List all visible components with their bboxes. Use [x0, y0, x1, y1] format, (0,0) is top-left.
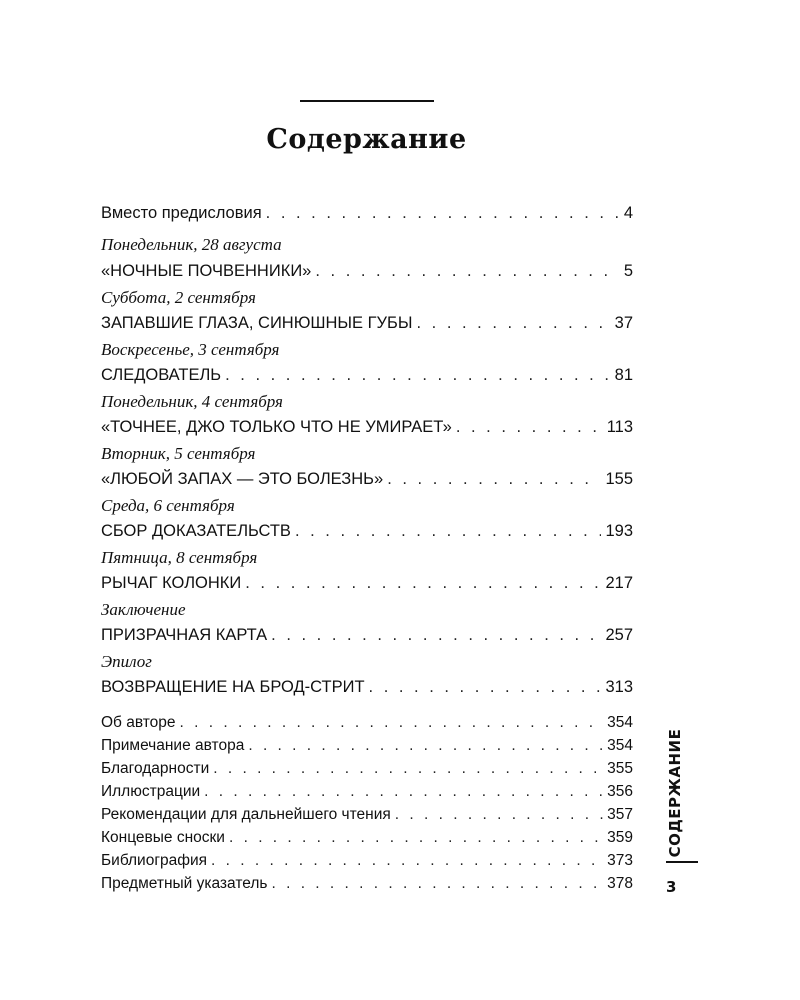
toc-entry-label: «ТОЧНЕЕ, ДЖО ТОЛЬКО ЧТО НЕ УМИРАЕТ»: [101, 418, 452, 436]
toc-entry-page: 378: [607, 875, 633, 892]
toc-entry-page: 81: [614, 366, 633, 384]
toc-entry-chapter[interactable]: [101, 677, 633, 697]
toc-entry-label: «ЛЮБОЙ ЗАПАХ — ЭТО БОЛЕЗНЬ»: [101, 470, 384, 488]
dot-leader: [266, 203, 620, 223]
toc-entry-label: Предметный указатель: [101, 875, 268, 892]
toc-entry-label: СЛЕДОВАТЕЛЬ: [101, 366, 222, 384]
chapter-date: Понедельник, 28 августа: [101, 235, 282, 254]
toc-entry-label: Библиография: [101, 852, 208, 869]
toc-entry-label: «НОЧНЫЕ ПОЧВЕННИКИ»: [101, 262, 312, 280]
toc-entry-chapter[interactable]: [101, 313, 633, 333]
running-head-text: СОДЕРЖАНИЕ: [666, 728, 684, 858]
toc-entry-label: Благодарности: [101, 760, 210, 777]
dot-leader: [315, 261, 619, 281]
toc-entry-page: 355: [607, 760, 633, 777]
dot-leader: [229, 828, 603, 848]
toc-entry-chapter[interactable]: [101, 573, 633, 593]
toc-entry-label: Рекомендации для дальнейшего чтения: [101, 806, 391, 823]
toc-entry-back-matter[interactable]: [101, 851, 633, 871]
toc-entry-page: 313: [605, 678, 633, 696]
toc-entry-chapter[interactable]: [101, 261, 633, 281]
dot-leader: [456, 417, 603, 437]
dot-leader: [369, 677, 602, 697]
toc-entry-back-matter[interactable]: [101, 828, 633, 848]
dot-leader: [213, 759, 603, 779]
chapter-date: Эпилог: [101, 652, 152, 671]
dot-leader: [387, 469, 601, 489]
toc-entry-chapter[interactable]: [101, 521, 633, 541]
toc-entry-page: 356: [607, 783, 633, 800]
toc-entry-label: РЫЧАГ КОЛОНКИ: [101, 574, 242, 592]
toc-entry-back-matter[interactable]: [101, 759, 633, 779]
toc-entry-preface[interactable]: [101, 203, 633, 223]
toc-entry-page: 4: [623, 204, 633, 222]
dot-leader: [245, 573, 601, 593]
toc-entry-page: 357: [607, 806, 633, 823]
toc-entry-page: 193: [605, 522, 633, 540]
toc-entry-label: СБОР ДОКАЗАТЕЛЬСТВ: [101, 522, 291, 540]
toc-entry-label: Об авторе: [101, 714, 176, 731]
dot-leader: [271, 874, 603, 894]
top-rule: [300, 100, 434, 102]
dot-leader: [180, 713, 604, 733]
toc-entry-page: 155: [605, 470, 633, 488]
page-title: Содержание: [266, 124, 467, 155]
toc-entry-page: 257: [605, 626, 633, 644]
dot-leader: [395, 805, 603, 825]
chapter-date: Среда, 6 сентября: [101, 496, 235, 515]
toc-entry-label: ПРИЗРАЧНАЯ КАРТА: [101, 626, 268, 644]
toc-entry-page: 354: [607, 714, 633, 731]
toc-entry-page: 373: [607, 852, 633, 869]
dot-leader: [416, 313, 610, 333]
toc-entry-page: 37: [614, 314, 633, 332]
toc-entry-back-matter[interactable]: [101, 782, 633, 802]
toc-entry-chapter[interactable]: [101, 469, 633, 489]
toc-entry-back-matter[interactable]: [101, 736, 633, 756]
toc-entry-page: 217: [605, 574, 633, 592]
toc-entry-page: 5: [623, 262, 633, 280]
toc-entry-label: Иллюстрации: [101, 783, 201, 800]
chapter-date: Понедельник, 4 сентября: [101, 392, 283, 411]
toc-entry-back-matter[interactable]: [101, 874, 633, 894]
toc-entry-chapter[interactable]: [101, 365, 633, 385]
chapter-date: Заключение: [101, 600, 186, 619]
page-number: 3: [666, 878, 677, 896]
dot-leader: [225, 365, 611, 385]
toc-entry-label: ЗАПАВШИЕ ГЛАЗА, СИНЮШНЫЕ ГУБЫ: [101, 314, 413, 332]
toc-entry-label: Концевые сноски: [101, 829, 225, 846]
running-head: [660, 730, 690, 856]
dot-leader: [271, 625, 601, 645]
toc-entry-page: 359: [607, 829, 633, 846]
toc-entry-label: Примечание автора: [101, 737, 245, 754]
dot-leader: [295, 521, 602, 541]
toc-entry-chapter[interactable]: [101, 625, 633, 645]
chapter-date: Вторник, 5 сентября: [101, 444, 256, 463]
toc-entry-chapter[interactable]: [101, 417, 633, 437]
dot-leader: [248, 736, 603, 756]
toc-entry-label: Вместо предисловия: [101, 204, 262, 222]
toc-entry-back-matter[interactable]: [101, 713, 633, 733]
chapter-date: Суббота, 2 сентября: [101, 288, 256, 307]
dot-leader: [211, 851, 603, 871]
dot-leader: [204, 782, 603, 802]
toc-entry-back-matter[interactable]: [101, 805, 633, 825]
chapter-date: Пятница, 8 сентября: [101, 548, 258, 567]
toc-entry-page: 354: [607, 737, 633, 754]
folio-rule: [666, 861, 698, 863]
chapter-date: Воскресенье, 3 сентября: [101, 340, 280, 359]
toc-entry-label: ВОЗВРАЩЕНИЕ НА БРОД-СТРИТ: [101, 678, 365, 696]
toc-entry-page: 113: [606, 418, 633, 436]
